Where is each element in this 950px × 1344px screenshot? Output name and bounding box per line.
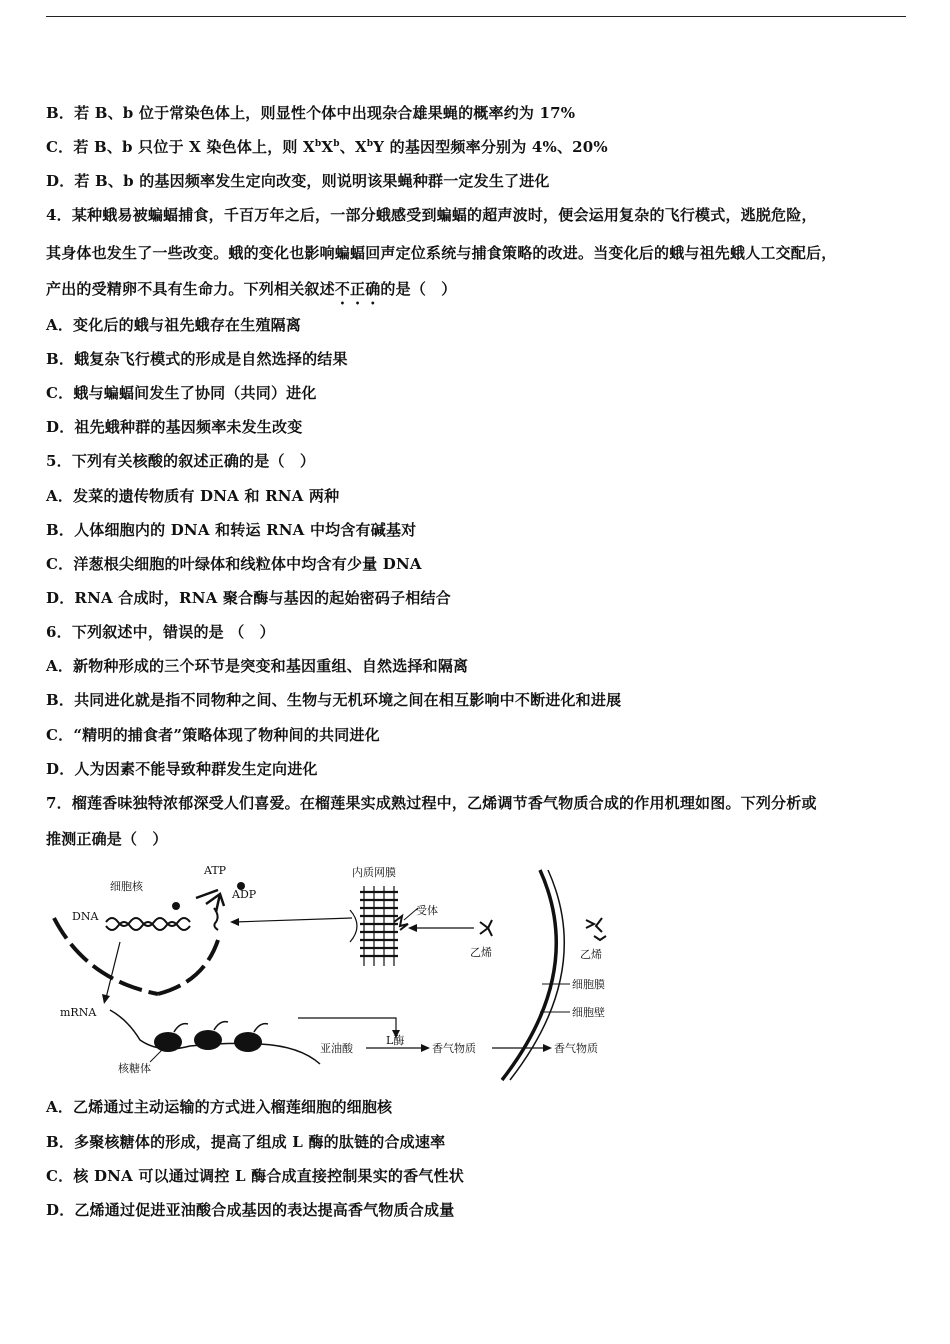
q5-option-c[interactable]: C．洋葱根尖细胞的叶绿体和线粒体中均含有少量 DNA: [46, 555, 422, 573]
q6-stem: 6．下列叙述中，错误的是 （ ）: [46, 623, 275, 641]
header-rule: [46, 16, 906, 17]
enzyme-arrow: [298, 1018, 396, 1032]
label-membrane: 细胞膜: [572, 978, 605, 991]
q4-option-a[interactable]: A．变化后的蛾与祖先蛾存在生殖隔离: [46, 316, 302, 334]
label-ethylene-in: 乙烯: [470, 946, 492, 959]
ethylene-molecule-inside: [480, 920, 492, 936]
q4-stem-line-3: 产出的受精卵不具有生命力。下列相关叙述不正确的是（ ）: [46, 280, 457, 298]
q5-option-a[interactable]: A．发菜的遗传物质有 DNA 和 RNA 两种: [46, 487, 340, 505]
q7-option-b[interactable]: B．多聚核糖体的形成，提高了组成 L 酶的肽链的合成速率: [46, 1133, 446, 1151]
q5-option-d[interactable]: D．RNA 合成时，RNA 聚合酶与基因的起始密码子相结合: [46, 589, 451, 607]
ethylene-arrowhead: [408, 924, 417, 932]
export-arrowhead: [543, 1044, 552, 1052]
label-er: 内质网膜: [352, 866, 396, 879]
nuclear-envelope-right: [158, 940, 218, 994]
ribosome-pointer: [150, 1050, 162, 1062]
q7-option-a[interactable]: A．乙烯通过主动运输的方式进入榴莲细胞的细胞核: [46, 1098, 393, 1116]
q6-option-b[interactable]: B．共同进化就是指不同物种之间、生物与无机环境之间在相互影响中不断进化和进展: [46, 691, 622, 709]
label-aroma-out: 香气物质: [554, 1042, 598, 1055]
ethylene-molecule-outside: [586, 918, 606, 940]
ribosome-3: [234, 1032, 262, 1052]
ribosome-2: [194, 1030, 222, 1050]
q5-option-b[interactable]: B．人体细胞内的 DNA 和转运 RNA 中均含有碱基对: [46, 521, 417, 539]
q3-option-b[interactable]: B．若 B、b 位于常染色体上，则显性个体中出现杂合雄果蝇的概率约为 17%: [46, 104, 576, 122]
ethylene-mechanism-figure: [46, 862, 636, 1084]
label-mrna: mRNA: [60, 1006, 97, 1019]
q6-option-c[interactable]: C．“精明的捕食者”策略体现了物种间的共同进化: [46, 726, 380, 744]
q4-stem-line-2: 其身体也发生了一些改变。蛾的变化也影响蝙蝠回声定位系统与捕食策略的改进。当变化后的蛾与祖先蛾人工交配后，: [46, 244, 837, 262]
q4-option-d[interactable]: D．祖先蛾种群的基因频率未发生改变: [46, 418, 303, 436]
label-ethylene-out: 乙烯: [580, 948, 602, 961]
q5-stem: 5．下列有关核酸的叙述正确的是（ ）: [46, 452, 316, 470]
er-membrane: [350, 886, 408, 966]
q3-option-c[interactable]: C．若 B、b 只位于 X 染色体上，则 $X^bX^b$、$X^bY$ 的基因型频率分别为 4%、20%: [46, 138, 608, 156]
signal-arrow-to-nucleus: [234, 918, 352, 922]
q4-option-c[interactable]: C．蛾与蝙蝠间发生了协同（共同）进化: [46, 384, 317, 402]
q4-option-b[interactable]: B．蛾复杂飞行模式的形成是自然选择的结果: [46, 350, 348, 368]
q4-stem-line-1: 4．某种蛾易被蝙蝠捕食，千百万年之后，一部分蛾感受到蝙蝠的超声波时，便会运用复杂的飞行模式，逃脱危险，: [46, 206, 817, 224]
peptide-chains: [174, 1022, 268, 1032]
q7-option-c[interactable]: C．核 DNA 可以通过调控 L 酶合成直接控制果实的香气性状: [46, 1167, 464, 1185]
transcription-arrow: [106, 942, 120, 998]
q7-stem-line-1: 7．榴莲香味独特浓郁深受人们喜爱。在榴莲果实成熟过程中，乙烯调节香气物质合成的作用机理如图。下列分析或: [46, 794, 817, 812]
q6-option-d[interactable]: D．人为因素不能导致种群发生定向进化: [46, 760, 318, 778]
label-adp: ADP: [232, 888, 257, 901]
label-receptor: 受体: [416, 904, 438, 917]
conversion-arrowhead: [421, 1044, 430, 1052]
atp-adp-arrows: [196, 890, 224, 912]
label-dna: DNA: [72, 910, 99, 923]
q3-option-d[interactable]: D．若 B、b 的基因频率发生定向改变，则说明该果蝇种群一定发生了进化: [46, 172, 550, 190]
nuclear-envelope-left: [54, 918, 158, 994]
transcription-arrowhead: [102, 994, 110, 1004]
q7-option-d[interactable]: D．乙烯通过促进亚油酸合成基因的表达提高香气物质合成量: [46, 1201, 455, 1219]
atp-dot: [172, 902, 180, 910]
label-l-enzyme: L酶: [386, 1034, 405, 1047]
q6-option-a[interactable]: A．新物种形成的三个环节是突变和基因重组、自然选择和隔离: [46, 657, 469, 675]
label-aroma-in: 香气物质: [432, 1042, 476, 1055]
label-linoleic: 亚油酸: [320, 1042, 353, 1055]
label-nucleus: 细胞核: [110, 880, 143, 893]
signal-arrowhead: [230, 918, 239, 926]
label-atp: ATP: [204, 864, 227, 877]
label-ribosome: 核糖体: [118, 1062, 151, 1075]
ribosome-1: [154, 1032, 182, 1052]
label-wall: 细胞壁: [572, 1006, 605, 1019]
q7-stem-line-2: 推测正确是（ ）: [46, 830, 168, 848]
